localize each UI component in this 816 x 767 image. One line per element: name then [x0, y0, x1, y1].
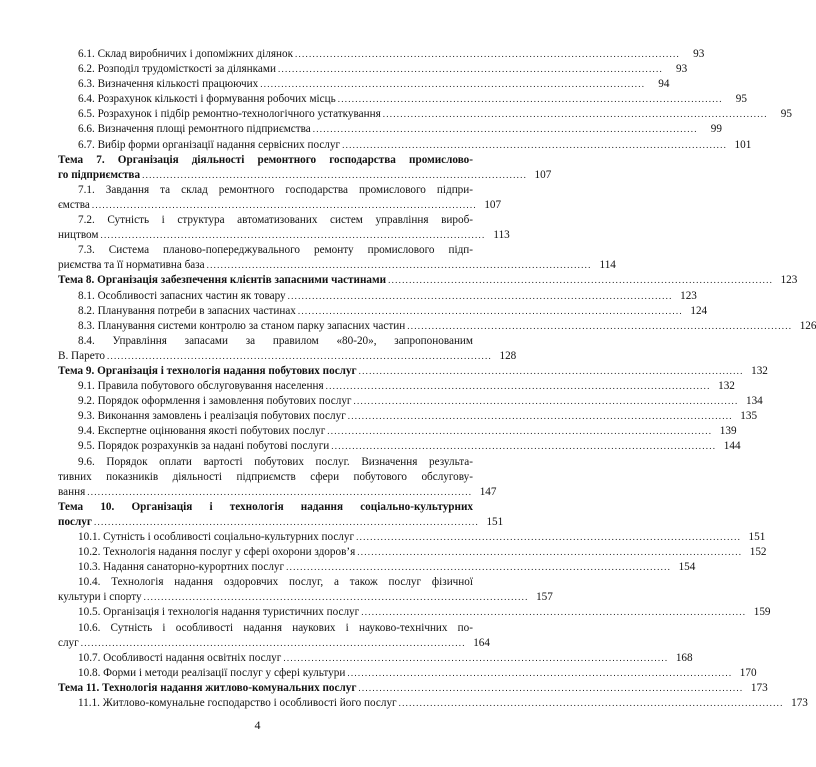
toc-entry — [58, 243, 473, 258]
toc-entry-label: 7.1. Завдання та склад ремонтного господарства промислового підпри- — [78, 183, 473, 196]
toc-entry-label: ництвом — [58, 229, 99, 242]
toc-entry — [58, 470, 473, 485]
toc-entry-label: 10.7. Особливості надання освітніх послуг — [78, 651, 282, 664]
toc-entry-label: 6.3. Визначення кількості працюючих — [78, 78, 259, 91]
toc-entry-page: 132 — [718, 380, 735, 393]
toc-entry-label: 7.3. Система планово-попереджувального ремонту промислового підп- — [78, 244, 473, 257]
toc-entry-page: 128 — [499, 349, 517, 362]
toc-entry-label: 10.8. Форми і методи реалізації послуг у сфері культури — [78, 666, 346, 679]
toc-topic-entry — [58, 153, 473, 168]
toc-entry-label: 8.1. Особливості запасних частин як товару — [78, 289, 286, 302]
dot-leader — [101, 228, 484, 243]
toc-entry-page: 168 — [675, 651, 693, 664]
toc-entry-label: 9.2. Порядок оформлення і замовлення побутових послуг — [78, 395, 352, 408]
toc-entry-page: 124 — [690, 304, 708, 317]
dot-leader — [326, 379, 709, 394]
toc-entry-label: 8.3. Планування системи контролю за станом парку запасних частин — [78, 319, 406, 332]
toc-entry — [58, 198, 502, 213]
toc-topic-entry — [58, 273, 798, 288]
toc-topic-entry — [58, 168, 552, 183]
toc-entry — [58, 575, 473, 590]
toc-entry-page: 164 — [473, 636, 490, 649]
toc-entry-label: го підприємства — [58, 168, 141, 181]
dot-leader — [288, 289, 671, 304]
toc-entry — [58, 636, 490, 651]
toc-entry-page: 151 — [486, 515, 504, 528]
toc-entry-label: 6.7. Вибір форми організації надання сервісних послуг — [78, 138, 341, 151]
dot-leader — [94, 515, 477, 530]
toc-entry-label: 6.4. Розрахунок кількості і формування робочих місць — [78, 93, 336, 106]
toc-entry-page: 107 — [534, 168, 552, 181]
toc-entry — [58, 439, 741, 454]
toc-entry-page: 95 — [735, 93, 747, 106]
dot-leader — [331, 439, 714, 454]
toc-topic-entry — [58, 500, 473, 515]
toc-entry — [58, 560, 696, 575]
toc-entry-label: 10.6. Сутність і особливості надання наукових і науково-технічних по- — [78, 621, 473, 634]
toc-entry-label: 7.2. Сутність і структура автоматизованих систем управління вироб- — [78, 214, 473, 227]
dot-leader — [107, 349, 490, 364]
toc-entry-label: 9.1. Правила побутового обслуговування населення — [78, 380, 324, 393]
toc-entry — [58, 424, 737, 439]
toc-entry — [58, 138, 752, 153]
toc-entry-page: 113 — [493, 229, 510, 242]
toc-entry-label: Тема 10. Організація і технологія надання соціально-культурних — [58, 500, 473, 513]
toc-entry-page: 94 — [658, 78, 670, 91]
toc-entry — [58, 651, 693, 666]
dot-leader — [260, 77, 643, 92]
toc-entry — [58, 183, 473, 198]
toc-entry — [58, 394, 763, 409]
toc-entry — [58, 122, 722, 137]
table-of-contents — [58, 47, 816, 711]
dot-leader — [342, 138, 725, 153]
toc-entry-label: 8.4. Управління запасами за правилом «80-20», запропонованим — [78, 334, 473, 347]
toc-entry-label: 6.1. Склад виробничих і допоміжних ділянок — [78, 48, 294, 60]
toc-entry-label: 10.2. Технологія надання послуг у сфері охорони здоров’я — [78, 546, 356, 559]
toc-entry-label: тивних показників діяльності підприємств сфери побутового обслугову- — [58, 470, 473, 483]
toc-entry-label: 9.6. Порядок оплати вартості побутових послуг. Визначення результа- — [78, 455, 473, 468]
toc-entry-page: 139 — [719, 425, 737, 438]
dot-leader — [338, 92, 721, 107]
toc-entry-page: 134 — [745, 395, 763, 408]
dot-leader — [327, 424, 710, 439]
dot-leader — [313, 122, 696, 137]
dot-leader — [388, 273, 771, 288]
toc-entry-label: Тема 7. Організація діяльності ремонтного господарства промислово- — [58, 153, 473, 166]
toc-entry-page: 135 — [740, 410, 758, 423]
toc-entry-label: риємства та її нормативна база — [58, 259, 205, 272]
toc-entry-page: 159 — [753, 606, 771, 619]
dot-leader — [286, 560, 669, 575]
toc-entry-label: 6.2. Розподіл трудомісткості за ділянками — [78, 63, 276, 76]
toc-entry-page: 170 — [739, 666, 757, 679]
dot-leader — [92, 198, 475, 213]
dot-leader — [298, 304, 681, 319]
toc-entry — [58, 289, 697, 304]
toc-entry-page: 147 — [479, 485, 497, 498]
dot-leader — [399, 696, 782, 711]
toc-entry — [58, 349, 517, 364]
toc-entry-page: 107 — [484, 198, 502, 211]
toc-entry-label: 9.4. Експертне оцінювання якості побутових послуг — [78, 425, 326, 438]
toc-entry-label: 8.2. Планування потреби в запасних частинах — [78, 304, 296, 317]
dot-leader — [81, 636, 464, 651]
toc-topic-entry — [58, 364, 768, 379]
toc-entry — [58, 605, 771, 620]
toc-entry-page: 93 — [693, 48, 705, 60]
dot-leader — [407, 319, 790, 334]
dot-leader — [361, 605, 744, 620]
toc-entry-label: вання — [58, 485, 86, 498]
dot-leader — [278, 62, 661, 77]
dot-leader — [357, 545, 740, 560]
toc-entry — [58, 379, 735, 394]
toc-entry — [58, 530, 766, 545]
toc-entry-label: культури і спорту — [58, 591, 142, 604]
dot-leader — [356, 530, 739, 545]
toc-entry — [58, 213, 473, 228]
dot-leader — [359, 364, 742, 379]
dot-leader — [358, 681, 741, 696]
toc-entry-page: 157 — [536, 591, 553, 604]
toc-entry-page: 123 — [780, 274, 798, 287]
toc-entry-label: Тема 11. Технологія надання житлово-комунальних послуг — [58, 681, 357, 694]
toc-entry-label: Тема 8. Організація забезпечення клієнтів запасними частинами — [58, 274, 387, 287]
dot-leader — [383, 107, 766, 122]
toc-entry-label: послуг — [58, 515, 92, 528]
toc-entry — [58, 47, 705, 62]
toc-entry — [58, 621, 473, 636]
toc-entry — [58, 455, 473, 470]
toc-entry — [58, 666, 757, 681]
toc-entry-label: 9.5. Порядок розрахунків за надані побутові послуги — [78, 440, 330, 453]
toc-entry — [58, 409, 758, 424]
toc-entry — [58, 107, 792, 122]
toc-entry-page: 93 — [676, 63, 688, 76]
toc-topic-entry — [58, 515, 504, 530]
dot-leader — [142, 168, 525, 183]
toc-entry-label: слуг — [58, 636, 79, 649]
toc-entry-label: 10.4. Технологія надання оздоровчих послуг, а також послуг фізичної — [78, 576, 473, 589]
toc-entry-page: 173 — [791, 697, 808, 710]
dot-leader — [295, 47, 678, 62]
toc-entry — [58, 334, 473, 349]
toc-entry — [58, 696, 808, 711]
toc-entry-page: 151 — [748, 531, 766, 543]
toc-entry-page: 95 — [780, 108, 792, 121]
toc-entry-page: 126 — [799, 319, 816, 332]
toc-entry — [58, 92, 747, 107]
dot-leader — [283, 651, 666, 666]
toc-entry-page: 132 — [751, 364, 768, 377]
toc-entry-page: 123 — [680, 289, 697, 302]
toc-entry-page: 154 — [678, 561, 696, 574]
dot-leader — [144, 590, 527, 605]
toc-entry-label: 9.3. Виконання замовлень і реалізація побутових послуг — [78, 410, 346, 423]
toc-entry — [58, 304, 708, 319]
toc-entry — [58, 485, 497, 500]
page-number: 4 — [254, 718, 261, 732]
toc-entry-label: В. Парето — [58, 349, 105, 362]
toc-entry-label: 10.3. Надання санаторно-курортних послуг — [78, 561, 285, 574]
dot-leader — [347, 666, 730, 681]
toc-entry-page: 114 — [599, 259, 616, 272]
toc-entry — [58, 62, 688, 77]
toc-entry — [58, 228, 510, 243]
dot-leader — [354, 394, 737, 409]
toc-topic-entry — [58, 681, 768, 696]
toc-entry-page: 173 — [750, 681, 768, 694]
toc-entry — [58, 590, 553, 605]
toc-entry-page: 144 — [723, 440, 741, 453]
toc-entry — [58, 77, 670, 92]
dot-leader — [207, 258, 590, 273]
toc-entry-label: ємства — [58, 198, 90, 211]
toc-entry — [58, 258, 616, 273]
toc-entry-label: 11.1. Житлово-комунальне господарство і особливості його послуг — [78, 697, 397, 710]
toc-entry-label: 6.5. Розрахунок і підбір ремонтно-технологічного устаткування — [78, 108, 381, 121]
toc-entry-label: 10.5. Організація і технологія надання туристичних послуг — [78, 606, 360, 619]
toc-entry-page: 99 — [710, 123, 722, 136]
toc-entry-label: 6.6. Визначення площі ремонтного підприємства — [78, 123, 311, 136]
toc-entry-label: 10.1. Сутність і особливості соціально-культурних послуг — [78, 531, 355, 543]
toc-entry-label: Тема 9. Організація і технологія надання побутових послуг — [58, 364, 357, 377]
toc-entry-page: 152 — [749, 546, 767, 559]
toc-entry — [58, 319, 816, 334]
toc-entry — [58, 545, 767, 560]
dot-leader — [87, 485, 470, 500]
toc-entry-page: 101 — [734, 138, 752, 151]
dot-leader — [348, 409, 731, 424]
